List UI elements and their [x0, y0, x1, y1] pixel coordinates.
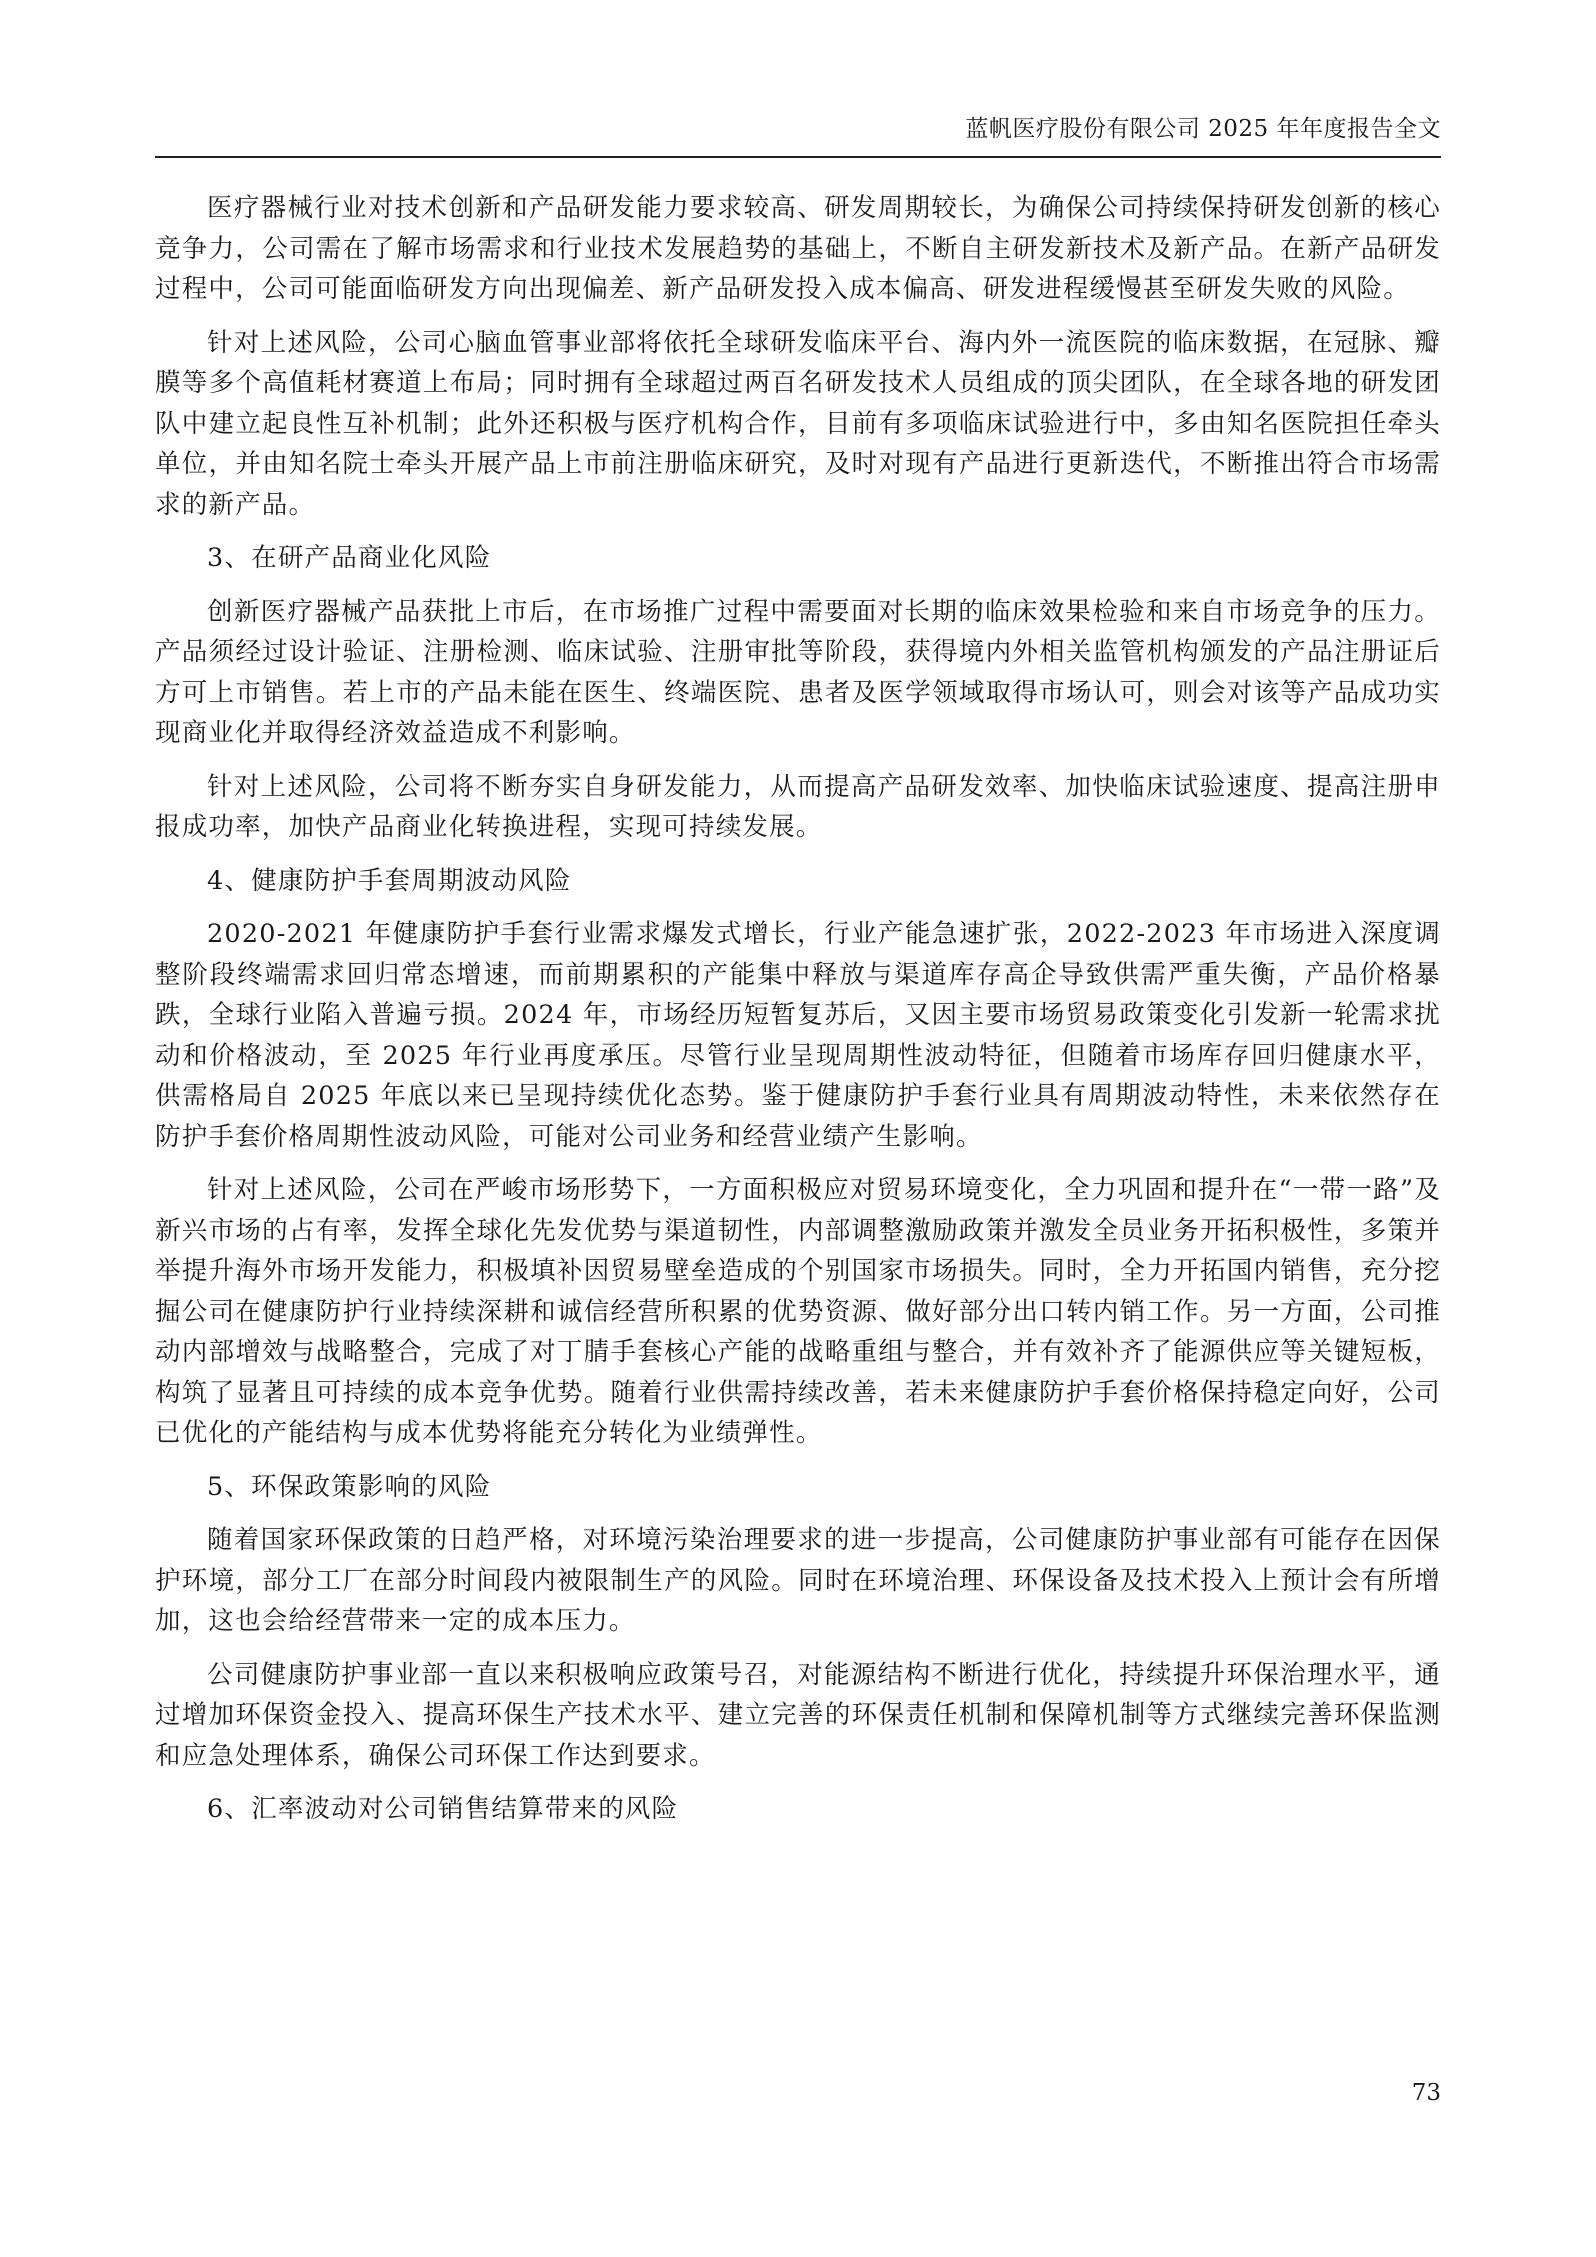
page-content	[155, 188, 1441, 1843]
page-number: 73	[1411, 2080, 1441, 2106]
section-heading: 6、汇率波动对公司销售结算带来的风险	[207, 1794, 679, 1824]
paragraph: 针对上述风险，公司将不断夯实自身研发能力，从而提高产品研发效率、加快临床试验速度、提高注册申报成功率，加快产品商业化转换进程，实现可持续发展。	[155, 771, 1441, 842]
header-title: 蓝帆医疗股份有限公司 2025 年年度报告全文	[965, 116, 1441, 142]
section-heading: 5、环保政策影响的风险	[207, 1471, 492, 1502]
paragraph: 2020-2021 年健康防护手套行业需求爆发式增长，行业产能急速扩张，2022-2023 年市场进入深度调整阶段终端需求回归常态增速，而前期累积的产能集中释放与渠道库存高企导致供需严重失衡，产品价格暴跌，全球行业陷入普遍亏损。2024 年，市场经历短暂复苏后，又因主要市场贸易政策变化引发新一轮需求扰动和价格波动，至 2025 年行业再度承压。尽管行业呈现周期性波动特征，但随着市场库存回归健康水平，供需格局自 2025 年底以来已呈现持续优化态势。鉴于健康防护手套行业具有周期波动特性，未来依然存在防护手套价格周期性波动风险，可能对公司业务和经营业绩产生影响。	[155, 919, 1441, 1152]
paragraph: 公司健康防护事业部一直以来积极响应政策号召，对能源结构不断进行优化，持续提升环保治理水平，通过增加环保资金投入、提高环保生产技术水平、建立完善的环保责任机制和保障机制等方式继续完善环保监测和应急处理体系，确保公司环保工作达到要求。	[155, 1659, 1441, 1771]
paragraph: 创新医疗器械产品获批上市后，在市场推广过程中需要面对长期的临床效果检验和来自市场竞争的压力。产品须经过设计验证、注册检测、临床试验、注册审批等阶段，获得境内外相关监管机构颁发的产品注册证后方可上市销售。若上市的产品未能在医生、终端医院、患者及医学领域取得市场认可，则会对该等产品成功实现商业化并取得经济效益造成不利影响。	[155, 596, 1441, 748]
section-heading: 3、在研产品商业化风险	[207, 543, 492, 573]
paragraph: 医疗器械行业对技术创新和产品研发能力要求较高、研发周期较长，为确保公司持续保持研发创新的核心竞争力，公司需在了解市场需求和行业技术发展趋势的基础上，不断自主研发新技术及新产品。在新产品研发过程中，公司可能面临研发方向出现偏差、新产品研发投入成本偏高、研发进程缓慢甚至研发失败的风险。	[155, 193, 1441, 304]
paragraph: 针对上述风险，公司在严峻市场形势下，一方面积极应对贸易环境变化，全力巩固和提升在“一带一路”及新兴市场的占有率，发挥全球化先发优势与渠道韧性，内部调整激励政策并激发全员业务开拓积极性，多策并举提升海外市场开发能力，积极填补因贸易壁垒造成的个别国家市场损失。同时，全力开拓国内销售，充分挖掘公司在健康防护行业持续深耕和诚信经营所积累的优势资源、做好部分出口转内销工作。另一方面，公司推动内部增效与战略整合，完成了对丁腈手套核心产能的战略重组与整合，并有效补齐了能源供应等关键短板，构筑了显著且可持续的成本竞争优势。随着行业供需持续改善，若未来健康防护手套价格保持稳定向好，公司已优化的产能结构与成本优势将能充分转化为业绩弹性。	[155, 1175, 1441, 1448]
paragraph: 针对上述风险，公司心脑血管事业部将依托全球研发临床平台、海内外一流医院的临床数据，在冠脉、瓣膜等多个高值耗材赛道上布局；同时拥有全球超过两百名研发技术人员组成的顶尖团队，在全球各地的研发团队中建立起良性互补机制；此外还积极与医疗机构合作，目前有多项临床试验进行中，多由知名医院担任牵头单位，并由知名院士牵头开展产品上市前注册临床研究，及时对现有产品进行更新迭代，不断推出符合市场需求的新产品。	[155, 327, 1441, 520]
paragraph: 随着国家环保政策的日趋严格，对环境污染治理要求的进一步提高，公司健康防护事业部有可能存在因保护环境，部分工厂在部分时间段内被限制生产的风险。同时在环境治理、环保设备及技术投入上预计会有所增加，这也会给经营带来一定的成本压力。	[155, 1525, 1441, 1636]
page-header	[155, 112, 1441, 158]
section-heading: 4、健康防护手套周期波动风险	[207, 865, 572, 896]
